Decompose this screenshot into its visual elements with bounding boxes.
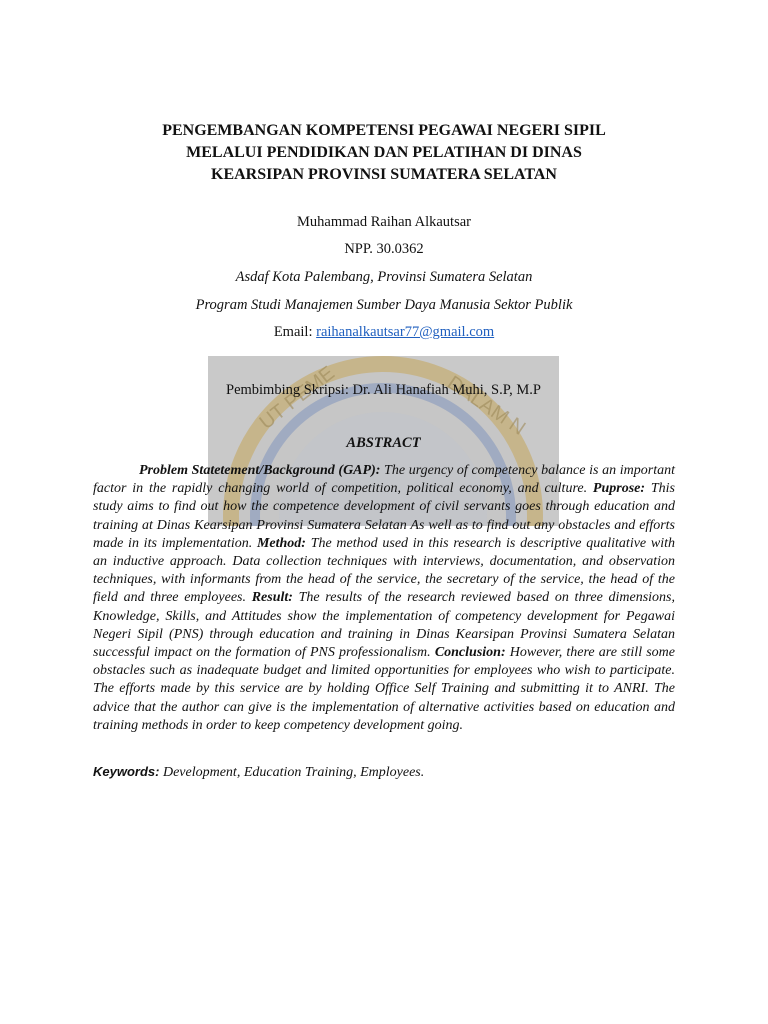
result-text: The results of the research reviewed based on three dimensions, Knowledge, Skills, and Attitudes show the implementation of competency development for Pegawai Negeri Sipil (PNS) through education and training in Dinas Kearsipan Provinsi Sumatera Selatan successful impact on the formation of PNS professionalism. (93, 590, 675, 661)
affiliation: Asdaf Kota Palembang, Provinsi Sumatera Selatan (235, 269, 533, 285)
abstract-heading: ABSTRACT (346, 435, 421, 451)
background-label: Problem Statetement/Background (GAP): (139, 463, 381, 478)
keywords-label: Keywords: (93, 764, 160, 779)
svg-text:DALAM N: DALAM N (443, 371, 530, 440)
email-line (60, 323, 708, 341)
method-label: Method: (256, 535, 306, 551)
keywords-text: Development, Education Training, Employees. (159, 765, 425, 780)
student-number: NPP. 30.0362 (344, 241, 424, 257)
email-label: Email: (273, 324, 313, 340)
thesis-supervisor: Pembimbing Skripsi: Dr. Ali Hanafiah Muhi, S.P, M.P (226, 382, 541, 398)
email-link[interactable]: raihanalkautsar77@gmail.com (316, 324, 495, 340)
result-label: Result: (251, 590, 293, 606)
purpose-text: This study aims to find out how the competence development of civil servants goes through education and training at Dinas Kearsipan Provinsi Sumatera Selatan As well as to find out any obstacles and efforts made in its implementation. (93, 481, 676, 551)
study-program: Program Studi Manajemen Sumber Daya Manusia Sektor Publik (195, 297, 573, 313)
author-name: Muhammad Raihan Alkautsar (297, 214, 471, 230)
purpose-label: Puprose: (592, 481, 646, 497)
background-text: The urgency of competency balance is an important factor in the rapidly changing world of competition, political economy, and culture. (93, 463, 675, 497)
keywords-line (93, 763, 675, 782)
conclusion-text: However, there are still some obstacles such as inadequate budget and limited opportunities for employees who wish to participate. The efforts made by this service are by holding Office Self Training and submitting it to ANRI. The advice that the author can give is the implementation of alternative activities based on education and training methods in order to keep competency development going. (93, 645, 676, 733)
svg-text:UT PEME: UT PEME (255, 362, 339, 434)
paper-title: PENGEMBANGAN KOMPETENSI PEGAWAI NEGERI SIPIL MELALUI PENDIDIKAN DAN PELATIHAN DI DINAS KEARSIPAN PROVINSI SUMATERA SELATAN (162, 122, 606, 183)
abstract-body (93, 462, 675, 735)
method-text: The method used in this research is descriptive qualitative with an inductive approach. Data collection techniques with interviews, documentation, and observation techniques, with informants from the head of the service, the secretary of the service, the head of the field and three employees. (93, 535, 675, 606)
conclusion-label: Conclusion: (434, 645, 506, 661)
